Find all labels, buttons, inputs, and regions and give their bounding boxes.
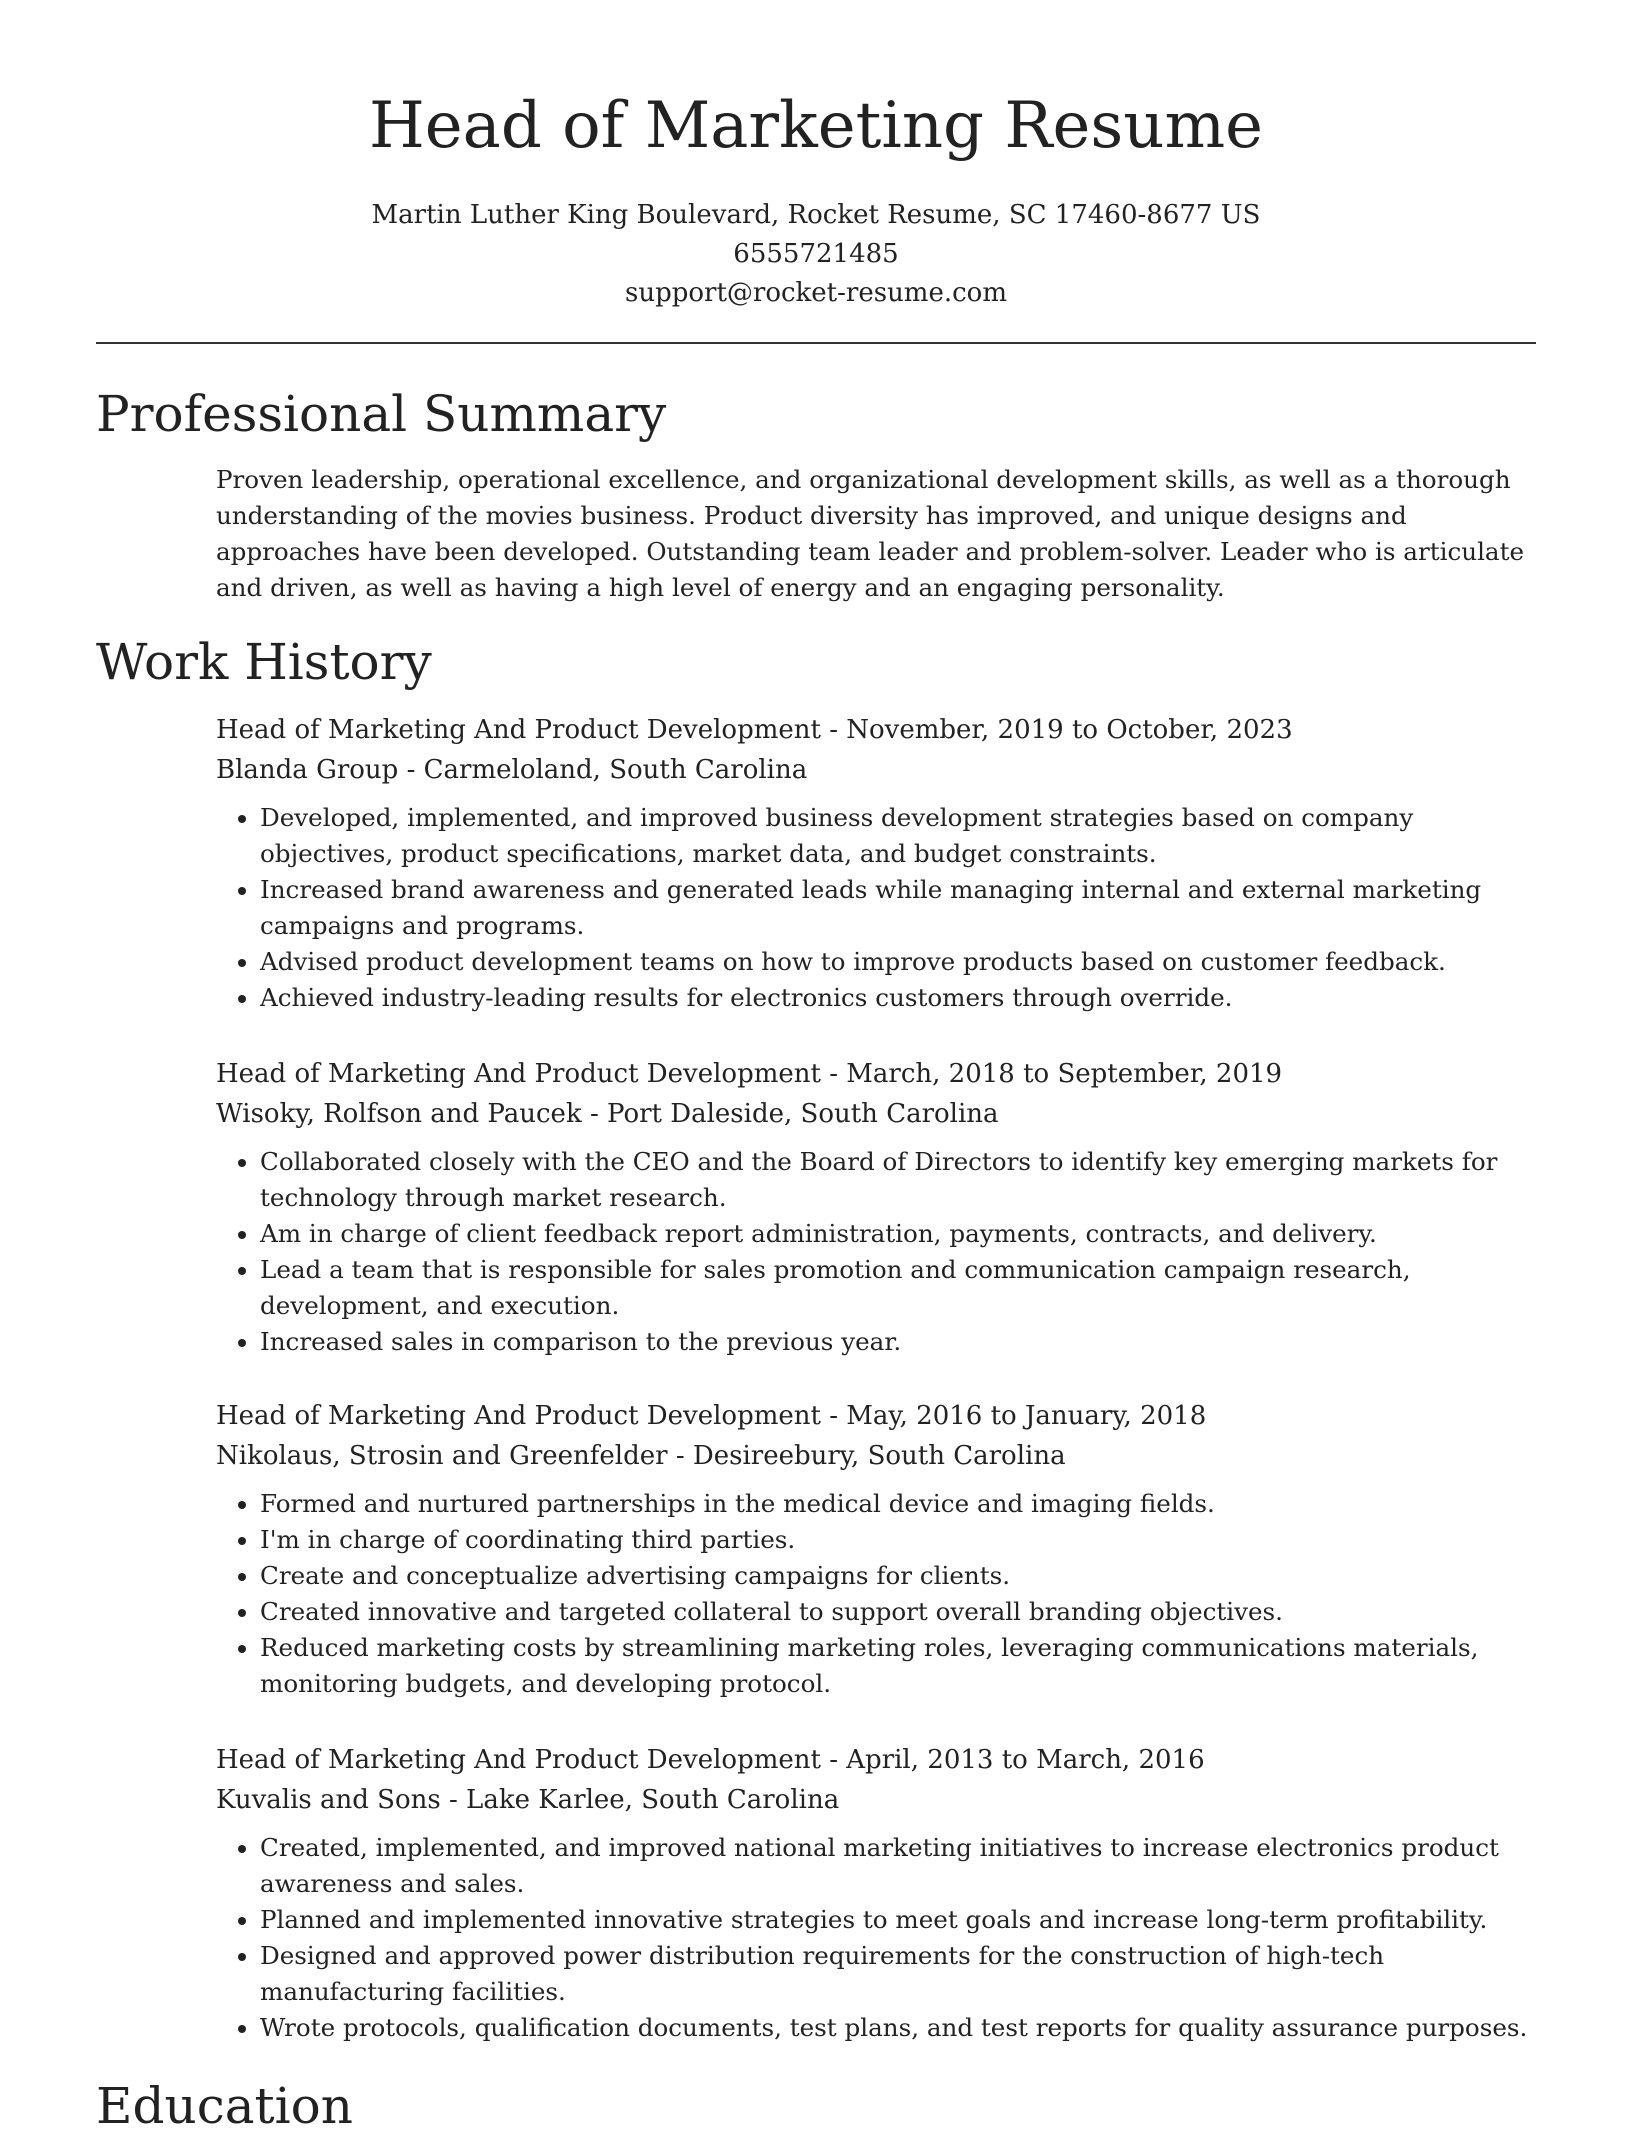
job-bullet: • Increased brand awareness and generated leads while managing internal and external marketing campaigns and programs.: [260, 872, 1546, 944]
job-bullet: • Designed and approved power distribution requirements for the construction of high-tech manufacturing facilities.: [260, 1938, 1546, 2010]
job-bullets: [216, 1144, 1546, 1360]
job-location: - Port Daleside, South Carolina: [581, 1099, 999, 1129]
job-company: Nikolaus, Strosin and Greenfelder: [216, 1441, 668, 1471]
job-entry: [216, 1740, 1546, 2046]
job-location: - Carmeloland, South Carolina: [398, 755, 808, 785]
header-divider: [96, 342, 1536, 344]
job-location: - Lake Karlee, South Carolina: [440, 1785, 840, 1815]
job-entry: [216, 710, 1546, 1016]
resume-header: [0, 0, 1632, 313]
job-company: Kuvalis and Sons: [216, 1785, 441, 1815]
job-title-line: [216, 1740, 1546, 1780]
job-bullet: • Formed and nurtured partnerships in the medical device and imaging fields.: [260, 1486, 1546, 1522]
job-dates: - April, 2013 to March, 2016: [820, 1745, 1205, 1775]
job-dates: - May, 2016 to January, 2018: [820, 1401, 1207, 1431]
job-company: Blanda Group: [216, 755, 399, 785]
job-bullet: • Achieved industry-leading results for electronics customers through override.: [260, 980, 1546, 1016]
job-company-line: [216, 1436, 1546, 1476]
job-bullet: • Collaborated closely with the CEO and the Board of Directors to identify key emerging markets for technology through market research.: [260, 1144, 1546, 1216]
job-bullet: • Lead a team that is responsible for sales promotion and communication campaign research, development, and execution.: [260, 1252, 1546, 1324]
job-role: Head of Marketing And Product Development: [216, 715, 821, 745]
job-bullet: • Planned and implemented innovative strategies to meet goals and increase long-term profitability.: [260, 1902, 1546, 1938]
resume-title: Head of Marketing Resume: [368, 89, 1264, 163]
job-company-line: [216, 1094, 1546, 1134]
job-bullet: • Reduced marketing costs by streamlining marketing roles, leveraging communications materials, monitoring budgets, and developing protocol.: [260, 1630, 1546, 1702]
job-company-line: [216, 1780, 1546, 1820]
job-title-line: [216, 710, 1546, 750]
job-role: Head of Marketing And Product Development: [216, 1059, 821, 1089]
job-dates: - November, 2019 to October, 2023: [820, 715, 1293, 745]
job-bullets: [216, 800, 1546, 1016]
job-bullet: • Wrote protocols, qualification documents, test plans, and test reports for quality assurance purposes.: [260, 2010, 1546, 2046]
job-company: Wisoky, Rolfson and Paucek: [216, 1099, 582, 1129]
job-bullet: • Created innovative and targeted collateral to support overall branding objectives.: [260, 1594, 1546, 1630]
summary-text: Proven leadership, operational excellence, and organizational development skills, as well as a thorough understanding of the movies business. Product diversity has improved, and unique designs and approaches have been developed. Outstanding team leader and problem-solver. Leader who is articulate and driven, as well as having a high level of energy and an engaging personality.: [216, 465, 1525, 602]
summary-heading: Professional Summary: [96, 385, 667, 443]
job-bullet: • Created, implemented, and improved national marketing initiatives to increase electronics product awareness and sales.: [260, 1830, 1546, 1902]
contact-block: [0, 196, 1632, 313]
job-role: Head of Marketing And Product Development: [216, 1401, 821, 1431]
job-bullet: • Am in charge of client feedback report administration, payments, contracts, and delivery.: [260, 1216, 1546, 1252]
job-entry: [216, 1396, 1546, 1702]
job-bullet: • Advised product development teams on how to improve products based on customer feedback.: [260, 944, 1546, 980]
job-title-line: [216, 1396, 1546, 1436]
job-bullet: • Developed, implemented, and improved business development strategies based on company objectives, product specifications, market data, and budget constraints.: [260, 800, 1546, 872]
job-company-line: [216, 750, 1546, 790]
phone-text: 6555721485: [733, 239, 899, 269]
job-title-line: [216, 1054, 1546, 1094]
education-heading: Education: [96, 2077, 353, 2135]
job-bullets: [216, 1830, 1546, 2046]
job-dates: - March, 2018 to September, 2019: [820, 1059, 1283, 1089]
job-bullets: [216, 1486, 1546, 1702]
job-role: Head of Marketing And Product Development: [216, 1745, 821, 1775]
job-bullet: • I'm in charge of coordinating third parties.: [260, 1522, 1546, 1558]
email-text: support@rocket-resume.com: [624, 278, 1007, 308]
job-location: - Desireebury, South Carolina: [667, 1441, 1066, 1471]
work-history-heading: Work History: [96, 633, 432, 691]
job-entry: [216, 1054, 1546, 1360]
job-bullet: • Increased sales in comparison to the previous year.: [260, 1324, 1546, 1360]
address-text: Martin Luther King Boulevard, Rocket Resume, SC 17460-8677 US: [371, 200, 1261, 230]
job-bullet: • Create and conceptualize advertising campaigns for clients.: [260, 1558, 1546, 1594]
